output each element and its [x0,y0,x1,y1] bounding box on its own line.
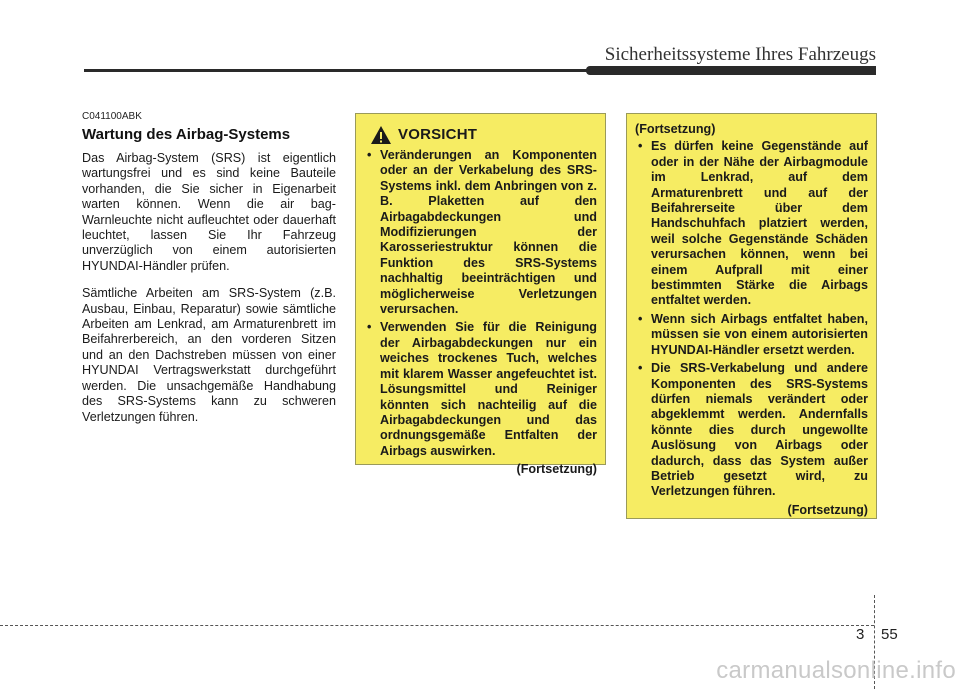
section-title: Wartung des Airbag-Systems [82,126,291,143]
header-rule [84,69,876,72]
warning-item: • Die SRS-Verkabelung und andere Komponenten des SRS-Systems dürfen niemals verändert oder abgeklemmt werden. Andernfalls könnte dies durch ungewollte Auslösung von Airbags oder dadurch, dass das System außer Betrieb gesetzt wird, zu Verletzungen führen. [635,361,868,500]
warning-item: • Veränderungen an Komponenten oder an der Verkabelung des SRS-Systems inkl. dem Anbringen von z. B. Plaketten auf den Airbagabdeckungen und Modifizierungen der Karosseriestruktur können die Funktion des SRS-Systems nachhaltig beeinträchtigen und möglicherweise Verletzungen verursachen. [364,148,597,317]
running-header-title: Sicherheitssysteme Ihres Fahrzeugs [604,44,876,65]
page-number: 55 [881,626,898,643]
chapter-number: 3 [856,626,865,643]
warning-list [364,148,597,459]
section-code: C041100ABK [82,111,142,122]
warning-item: • Verwenden Sie für die Reinigung der Airbagabdeckungen nur ein weiches trockenes Tuch, welches mit klarem Wasser angefeuchtet ist. Lösungsmittel und Reiniger könnten sich nachteilig auf die Airbagabdeckungen und das ordnungsgemäße Entfalten der Airbags auswirken. [364,320,597,459]
continued-label: (Fortsetzung) [635,122,716,136]
warning-box [355,113,606,477]
maintenance-section [82,111,336,437]
continued-label: (Fortsetzung) [516,462,597,477]
watermark: carmanualsonline.info [716,657,956,684]
warning-triangle-icon [370,125,392,145]
warning-item: • Es dürfen keine Gegenstände auf oder in der Nähe der Airbagmodule im Lenkrad, auf dem Armaturenbrett und auf der Beifahrerseite über dem Handschuhfach platziert werden, weil solche Gegenstände Schäden verursachen können, wenn bei einem Aufprall mit einer bestimmten Stärke die Airbags entfaltet werden. [635,139,868,308]
warning-title: VORSICHT [398,126,478,144]
continuation-box [626,113,877,519]
section-paragraph: Das Airbag-System (SRS) ist eigentlich wartungsfrei und es sind keine Bauteile vorhanden, die Sie sicher in Eigenarbeit warten können. Wenn die air bag-Warnleuchte nicht aufleuchtet oder dauerhaft leuchtet, lassen Sie Ihr Fahrzeug unverzüglich von einem autorisierten HYUNDAI-Händler prüfen. [82,151,336,273]
warning-item: • Wenn sich Airbags entfaltet haben, müssen sie von einem autorisierten HYUNDAI-Händler ersetzt werden. [635,312,868,358]
footer-rule [0,625,874,626]
section-paragraph: Sämtliche Arbeiten am SRS-System (z.B. Ausbau, Einbau, Reparatur) sowie sämtliche Arbeiten am Lenkrad, am Armaturenbrett im Beifahrerbereich, an den vorderen Sitzen und an den Dachstreben müssen von einer HYUNDAI Vertragswerkstatt durchgeführt werden. Die unsachgemäße Handhabung des SRS-Systems kann zu schweren Verletzungen führen. [82,286,336,424]
warning-header [364,125,597,145]
continued-label: (Fortsetzung) [787,502,868,517]
continuation-list [635,139,868,499]
